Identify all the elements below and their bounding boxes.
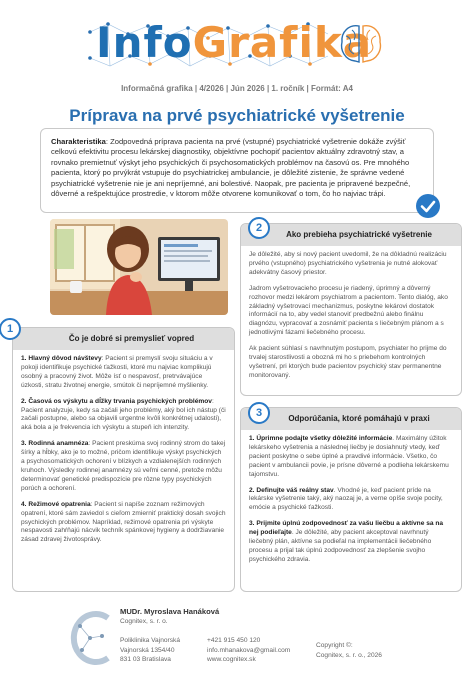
website-link[interactable]: www.cognitex.sk [207,656,256,663]
item-lead: 2. Časová os výskytu a dĺžky trvania psychických problémov [21,397,212,405]
logo-text-grafika: Grafika [192,18,373,67]
section-body [249,251,453,388]
address-line: 831 03 Bratislava [120,656,171,663]
logo-wordmark [96,18,372,68]
list-item [249,251,453,278]
section-recommendations [240,407,462,592]
section-body [21,355,226,552]
item-text: : Pacient preskúma svoj rodinný strom do takej šírky a hĺbky, ako je to možné, pričom identifikuje výskyt psychických a psychosomatických ochorení v blízkych a vzdialenejších rodinných kruhoch. Výsledky rodinnej anamnézy sú veľmi cenné, pretože môžu determinovať genetické predispozície pre rôzne typy psychických porúch a ochorení. [21,440,226,492]
copyright-holder: Cognitex, s. r. o., 2026 [316,651,382,659]
list-item [249,345,453,381]
list-item [249,285,453,338]
address-line: Vajnorská 1354/40 [120,646,175,654]
copyright-label: Copyright ©: [316,642,353,649]
item-text: Je dôležité, aby si nový pacient uvedomil, že na dôkladnú realizáciu prvého (vstupného) psychiatrického vyšetrenia je nutné alokovať adekvátny časový priestor. [249,251,447,276]
address-block [120,636,180,665]
illustration-woman-at-computer [50,219,228,315]
item-text: . Je dôležité, aby pacient akceptoval navrhnutý liečebný plán, aktívne sa podieľal na implementácii liečebného procesu a prijal tak úplnú zodpovednosť za zlepšenie svojho psychického zdravia. [249,529,432,563]
email-address: info.mhanakova@gmail.com [207,646,291,654]
characteristic-box [40,128,434,213]
item-lead: 4. Režimové opatrenia [21,500,91,508]
section-how-exam-works [240,223,462,396]
characteristic-label: Charakteristika [51,137,106,146]
section-title: Čo je dobré si premyslieť vopred [13,328,234,350]
section-number-badge: 3 [248,402,270,424]
list-item [21,398,226,434]
item-lead: 2. Definujte váš reálny stav [249,486,334,494]
contact-block [207,636,290,665]
list-item [249,435,453,480]
list-item [21,501,226,546]
section-title: Ako prebieha psychiatrické vyšetrenie [241,224,461,246]
cognitex-logo-icon [70,606,116,670]
section-what-to-consider [12,327,235,592]
item-text: Jadrom vyšetrovacieho procesu je riadený, úprimný a dôverný rozhovor medzi lekárom psychiatrom a pacientom. Tento dialóg, ako základný vyšetrovací mechanizmus, poskytne lekárovi dostatok informácií na to, aby vedel stanoviť predbežnú alebo finálnu diagnózu, vypracovať a zosnámiť pacienta s liečebným plánom a s jednotlivými fázami liečebného procesu. [249,284,448,337]
item-lead: 1. Úprimne podajte všetky dôležité informácie [249,435,393,442]
item-text: : Pacient si premyslí svoju situáciu a v pokoji identifikuje psychické ťažkosti, ktoré mu najviac komplikujú osobný a pracovný život. Môže ísť o nespavosť, pretrvávajúce úzkosti, stratu životnej energie, smútok či nepríjemné myšlienky. [21,355,213,389]
section-number-badge: 2 [248,217,270,239]
header [0,0,474,100]
item-text: Ak pacient súhlasí s navrhnutým postupom, psychiater ho prijme do trvalej starostlivosti a obozná mi ho s priebehom kontrolných vyšetrení, pri ktorých bude pacientov psychický stav permanentne monitorovaný. [249,345,447,379]
section-number-badge: 1 [0,318,21,340]
check-icon [416,194,440,218]
item-text: . Vhodné je, keď pacient príde na lekárske vyšetrenie taký, aký naozaj je, a verne opíše svoje pocity, emócie a psychické ťažkosti. [249,486,443,512]
item-lead: 3. Prijmite úplnú zodpovednosť za vašu liečbu a aktívne sa na nej podieľajte [249,520,444,537]
phone-number: +421 915 450 120 [207,637,261,644]
section-body [249,435,453,572]
copyright-block [316,641,382,660]
publication-meta: Informačná grafika | 4/2026 | Jún 2026 | 1. ročník | Formát: A4 [121,84,353,93]
brain-icon [337,22,385,66]
item-text: : Pacient analyzuje, kedy sa začali jeho problémy, aký bol ich nástup (či začali postupne, alebo sa objavili urgentne kvôli konkrétnej udalosti), aká bola a je frekvencia ich výskytu a stupeň ich intenzity. [21,397,226,432]
list-item [21,355,226,391]
section-title: Odporúčania, ktoré pomáhajú v praxi [241,408,461,430]
characteristic-text: : Zodpovedná príprava pacienta na prvé (vstupné) psychiatrické vyšetrenie dokáže zvýšiť celkovú efektivitu procesu lekárskej diagnostiky, objektívne pochopiť pacientov aktuálny zdravotný stav, a rovnako premietnuť výskyt jeho psychických či psychosomatických problémov na časovú os. Pre mnohého pacienta, ktorý po prvýkrát vstupuje do psychiatrickej ambulancie, je dôležité zistenie, že správne vedené psychiatrické vyšetrenie nie je ani nepríjemné, ani bolestivé. Naopak, pre pacienta je pripravené bezpečné, dôverné a rešpektujúce prostredie, v ktorom môže otvorene komunikovať o tom, čo ho najviac trápi. [51,137,411,199]
doctor-name: MUDr. Myroslava Hanáková [120,607,220,616]
item-lead: 3. Rodinná anamnéza [21,440,89,448]
logo-text-info: Info [96,18,193,67]
company-name: Cognitex, s. r. o. [120,618,168,625]
list-item [21,440,226,493]
page-title: Príprava na prvé psychiatrické vyšetrenie [69,106,405,125]
item-lead: 1. Hlavný dôvod návštevy [21,355,102,362]
address-line: Poliklinika Vajnorská [120,637,180,644]
list-item [249,520,453,565]
item-text: . Maximálny úžitok lekárskeho vyšetrenia a následnej liečby je dosiahnutý vtedy, keď pacient poskytne o sebe úplné a pravdivé informácie. Všetko, čo pacient v ambulancii povie, je prísne dôverné a podlieha lekárskemu tajomstvu. [249,435,449,478]
list-item [249,487,453,514]
item-text: : Pacient si napíše zoznam režimových opatrení, ktoré sám zaviedol s cieľom zmierniť praktický dosah svojich psychických problémov. Napríklad, režimové opatrenia pri výskyte nespavosti zahŕňajú nácvik techník spánkovej hygieny a dodržiavanie zásad zdravej životosprávy. [21,500,226,544]
